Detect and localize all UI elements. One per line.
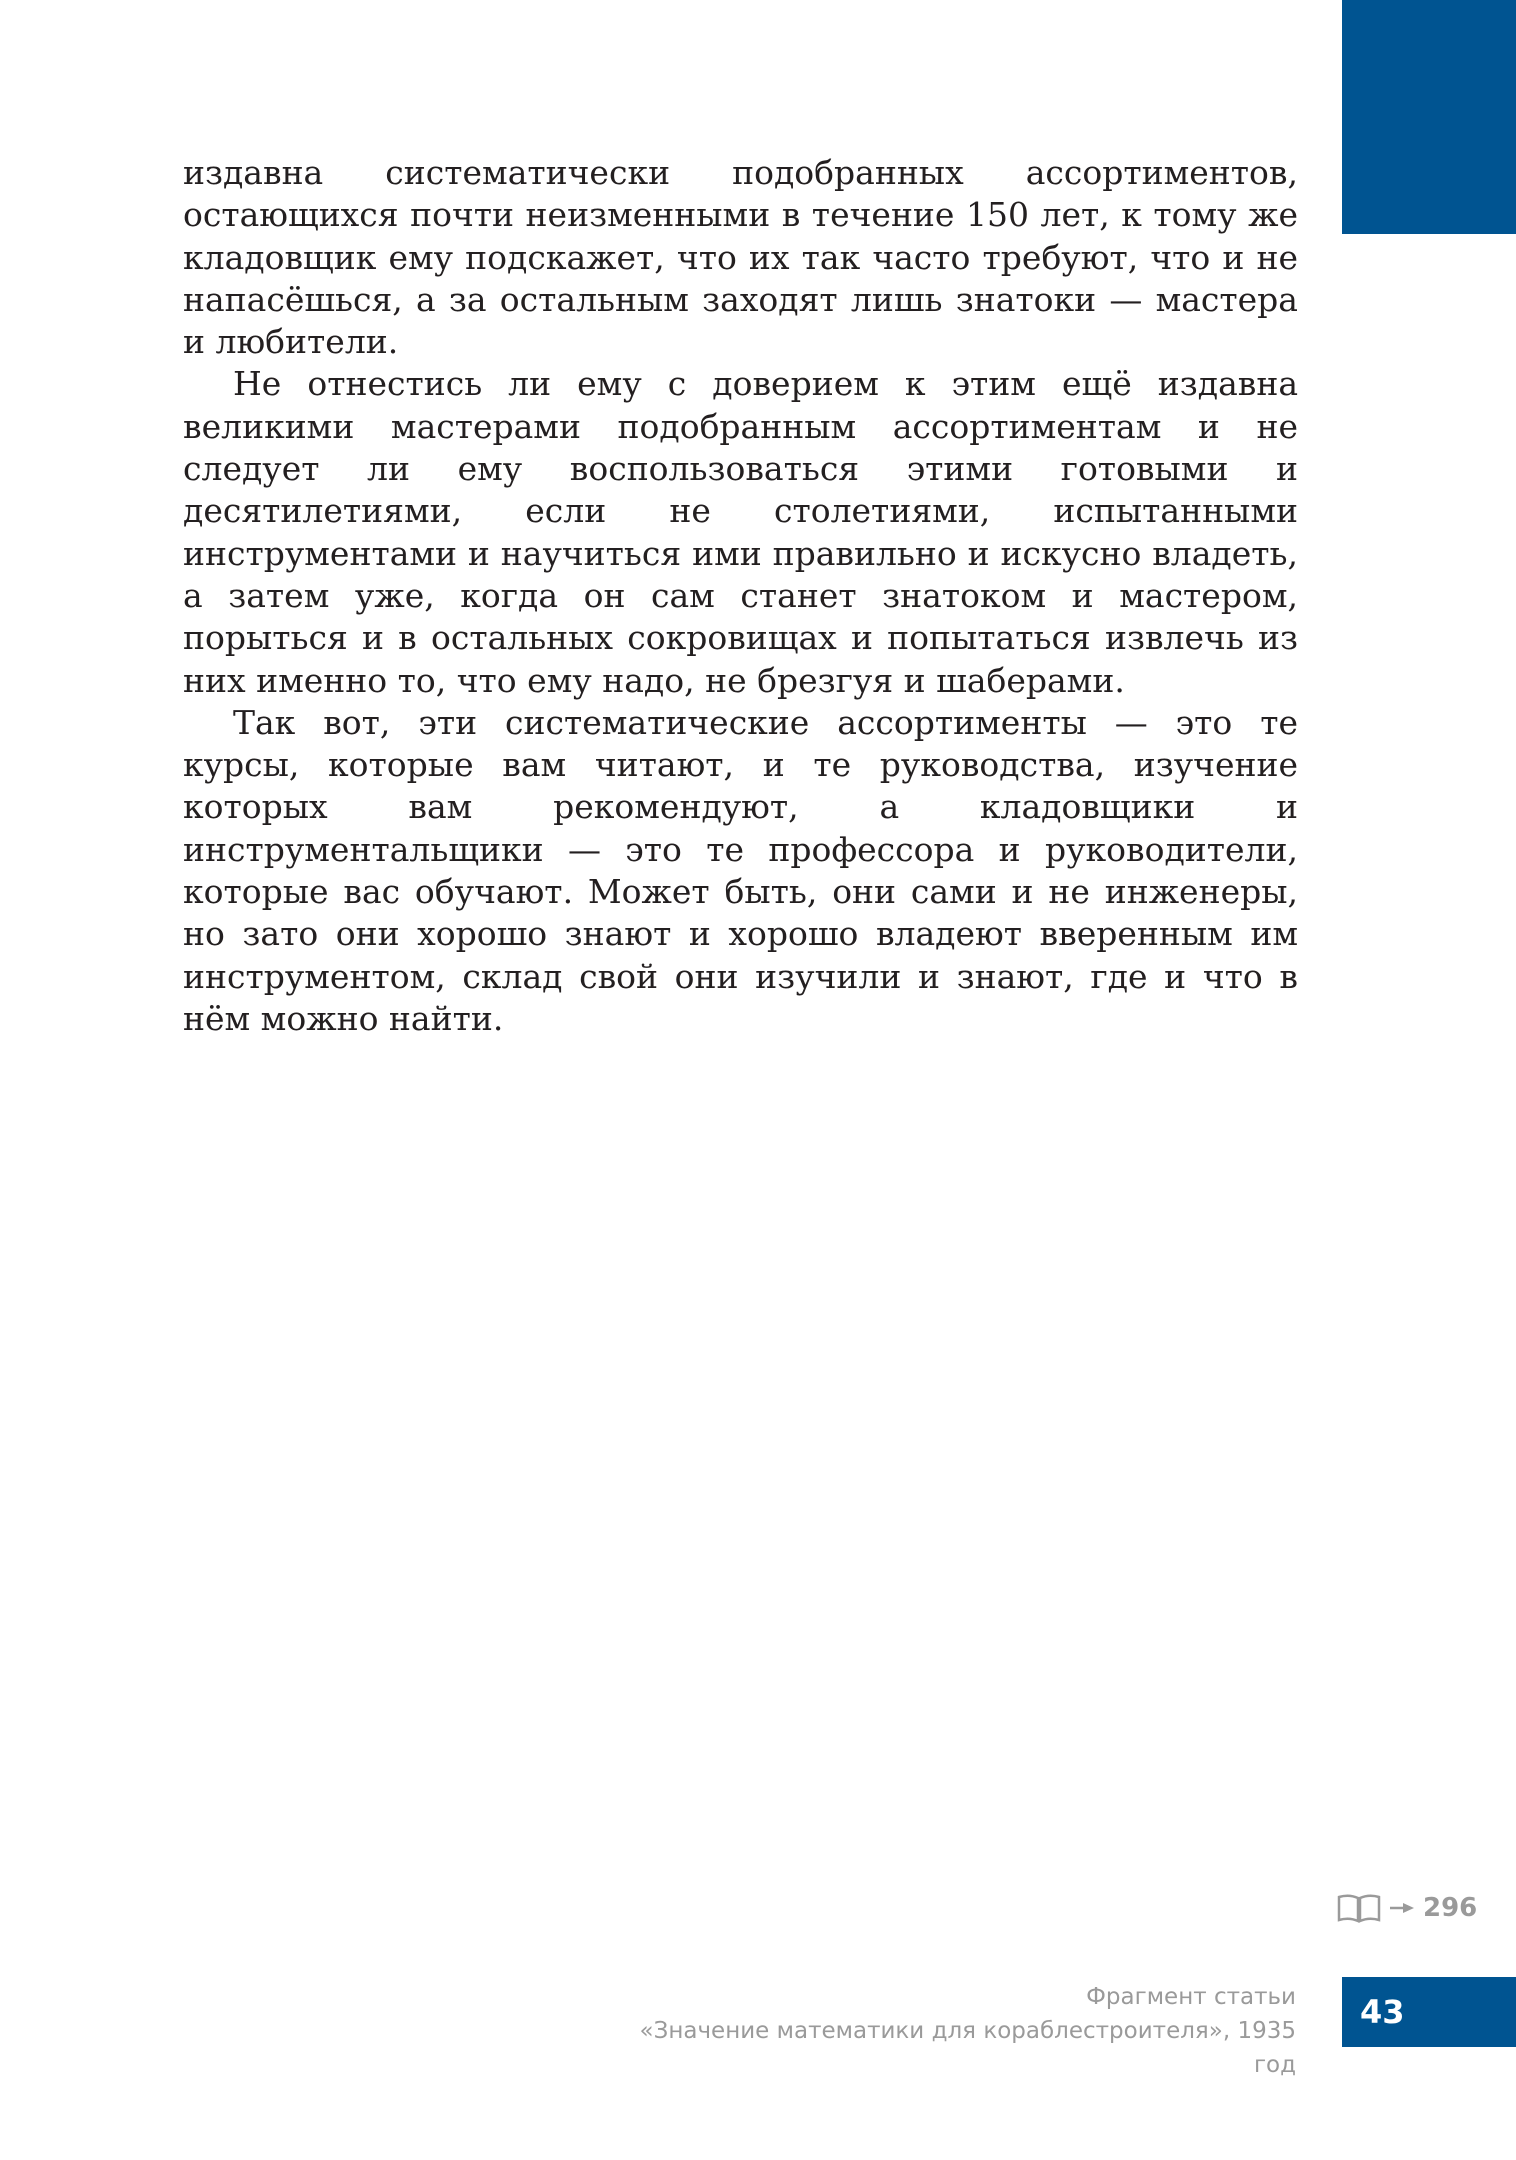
book-icon (1337, 1893, 1381, 1923)
paragraph-3: Так вот, эти систематические ассортименты — это те курсы, которые вам читают, и те руководства, изучение которых вам рекомендуют, а кладовщики и инструментальщики — это те профессора и руководители, которые вас обучают. Может быть, они сами и не инженеры, но зато они хорошо знают и хорошо владеют вверенным им инструментом, склад свой они изучили и знают, где и что в нём можно найти. (183, 702, 1298, 1038)
caption-line-1: Фрагмент статьи (1086, 1984, 1296, 2010)
arrow-right-icon (1389, 1901, 1415, 1915)
main-text (183, 152, 1298, 1040)
source-caption (596, 1980, 1296, 2082)
paragraph-1: издавна систематически подобранных ассортиментов, остающихся почти неизменными в течение 150 лет, к тому же кладовщик ему подскажет, что их так часто требуют, что и не напасёшься, а за остальным заходят лишь знатоки — мастера и любители. (183, 153, 1298, 362)
page-cross-reference[interactable] (1337, 1890, 1477, 1926)
page-number-tab (1342, 1977, 1516, 2047)
page-number: 43 (1360, 1993, 1405, 2031)
paragraph-2: Не отнестись ли ему с доверием к этим ещё издавна великими мастерами подобранным ассортиментам и не следует ли ему воспользоваться этими готовыми и десятилетиями, если не столетиями, испытанными инструментами и научиться ими правильно и искусно владеть, а затем уже, когда он сам станет знатоком и мастером, порыться и в остальных сокровищах и попытаться извлечь из них именно то, что ему надо, не брезгуя и шаберами. (183, 364, 1298, 700)
caption-line-2: «Значение математики для кораблестроителя», 1935 год (639, 2018, 1296, 2078)
crossref-page-number: 296 (1423, 1893, 1478, 1923)
top-color-tab (1342, 0, 1516, 234)
